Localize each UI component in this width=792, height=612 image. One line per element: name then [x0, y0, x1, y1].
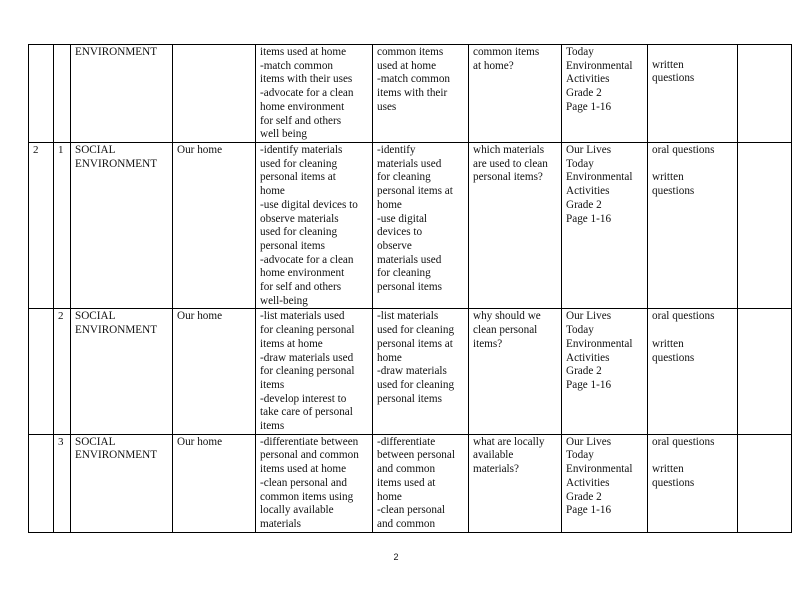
page-number: 2	[393, 552, 399, 562]
assessment-oral: oral questions	[652, 310, 715, 323]
week-cell	[29, 434, 54, 532]
assessment-spacer	[652, 158, 733, 172]
scheme-of-work-table	[28, 44, 792, 533]
table-row	[29, 45, 792, 143]
remarks-cell	[738, 45, 792, 143]
week-cell: 2	[29, 143, 54, 309]
assessment-oral: oral questions	[652, 144, 715, 156]
learning-experiences-cell: -identify materials used for cleaning personal items at home -use digital devices to observe materials used for cleaning personal items	[373, 143, 469, 309]
lesson-cell	[54, 45, 71, 143]
table-row	[29, 434, 792, 532]
sub-strand-cell	[173, 45, 256, 143]
strand-cell: ENVIRONMENT	[71, 45, 173, 143]
assessment-written: written questions	[652, 463, 695, 489]
week-cell	[29, 45, 54, 143]
resources-cell: Our Lives Today Environmental Activities Grade 2 Page 1-16	[562, 143, 648, 309]
remarks-cell	[738, 434, 792, 532]
key-inquiry-cell: what are locally available materials?	[469, 434, 562, 532]
assessment-spacer	[652, 449, 733, 463]
resources-cell: Today Environmental Activities Grade 2 Page 1-16	[562, 45, 648, 143]
sub-strand-cell: Our home	[173, 143, 256, 309]
assessment-written: written questions	[652, 58, 695, 85]
sub-strand-cell: Our home	[173, 434, 256, 532]
learning-experiences-cell: -differentiate between personal and common items used at home -clean personal and common	[373, 434, 469, 532]
resources-cell: Our Lives Today Environmental Activities Grade 2 Page 1-16	[562, 434, 648, 532]
key-inquiry-cell: which materials are used to clean personal items?	[469, 143, 562, 309]
table-row	[29, 309, 792, 434]
assessment-oral	[652, 45, 733, 59]
sub-strand-cell: Our home	[173, 309, 256, 434]
assessment-spacer	[652, 324, 733, 338]
learning-experiences-cell: common items used at home -match common items with their uses	[373, 45, 469, 143]
learning-outcomes-cell: items used at home -match common items with their uses -advocate for a clean home environment for self and others well being	[256, 45, 373, 143]
strand-cell: SOCIAL ENVIRONMENT	[71, 309, 173, 434]
remarks-cell	[738, 143, 792, 309]
key-inquiry-cell: why should we clean personal items?	[469, 309, 562, 434]
lesson-cell: 2	[54, 309, 71, 434]
learning-outcomes-cell: -differentiate between personal and common items used at home -clean personal and common items using locally available materials	[256, 434, 373, 532]
learning-outcomes-cell: -identify materials used for cleaning personal items at home -use digital devices to observe materials used for cleaning personal items -advocate for a clean home environment for self and others well-being	[256, 143, 373, 309]
assessment-cell	[648, 434, 738, 532]
strand-cell: SOCIAL ENVIRONMENT	[71, 434, 173, 532]
assessment-cell	[648, 143, 738, 309]
week-cell	[29, 309, 54, 434]
lesson-cell: 1	[54, 143, 71, 309]
key-inquiry-cell: common items at home?	[469, 45, 562, 143]
lesson-cell: 3	[54, 434, 71, 532]
learning-outcomes-cell: -list materials used for cleaning personal items at home -draw materials used for cleaning personal items -develop interest to take care of personal items	[256, 309, 373, 434]
resources-cell: Our Lives Today Environmental Activities Grade 2 Page 1-16	[562, 309, 648, 434]
assessment-cell	[648, 309, 738, 434]
table-row	[29, 143, 792, 309]
assessment-written: written questions	[652, 171, 695, 198]
assessment-written: written questions	[652, 337, 695, 364]
assessment-oral: oral questions	[652, 435, 715, 448]
remarks-cell	[738, 309, 792, 434]
strand-cell: SOCIAL ENVIRONMENT	[71, 143, 173, 309]
assessment-cell	[648, 45, 738, 143]
learning-experiences-cell: -list materials used for cleaning personal items at home -draw materials used for cleaning personal items	[373, 309, 469, 434]
